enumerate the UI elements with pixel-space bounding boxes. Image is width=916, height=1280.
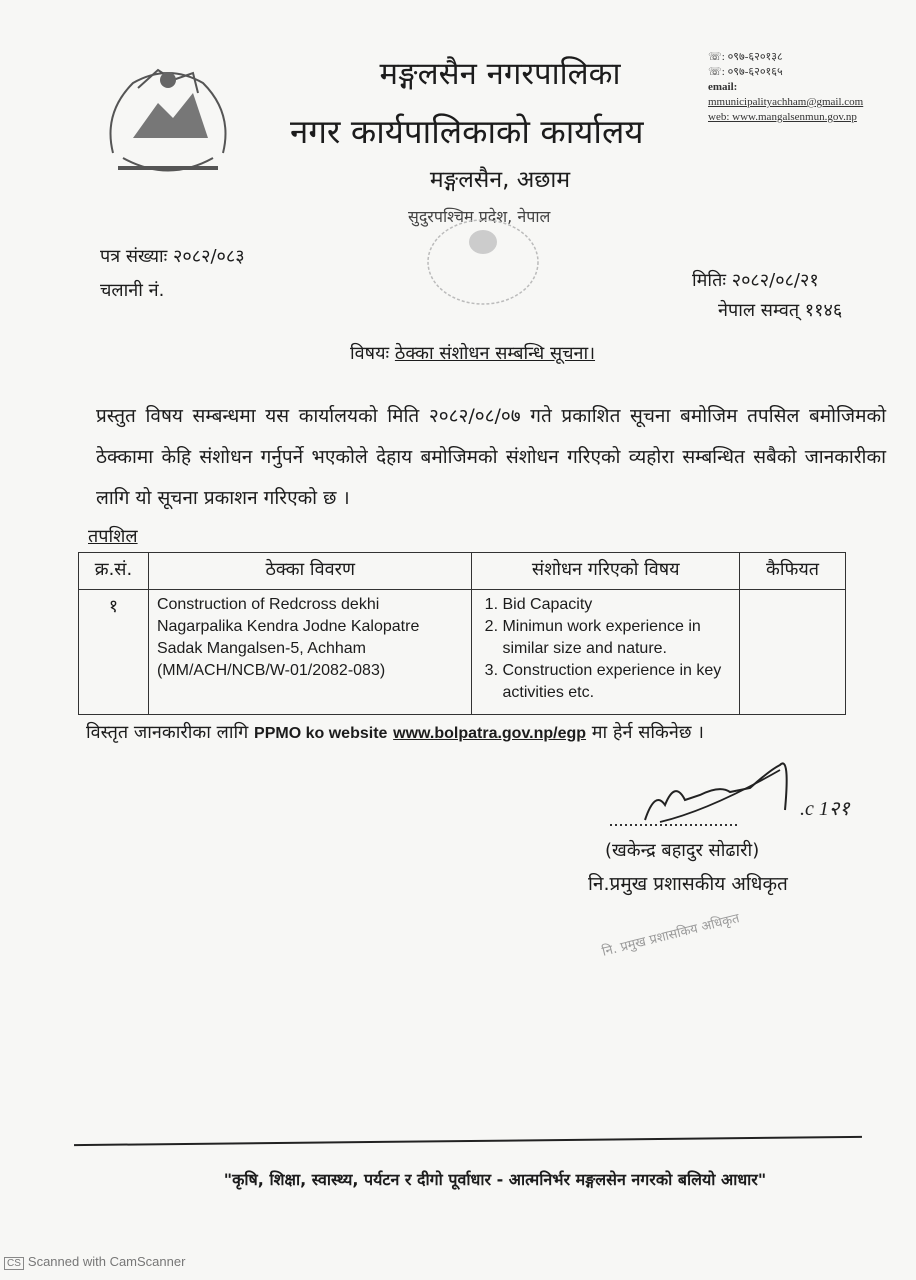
cell-description: Construction of Redcross dekhi Nagarpalika Kendra Jodne Kalopatre Sadak Mangalsen-5, Achham (MM/ACH/NCB/W-01/2082-083) — [148, 590, 472, 715]
camscanner-watermark — [4, 1254, 185, 1270]
header-sn: क्र.सं. — [79, 553, 149, 590]
more-info-prefix: विस्तृत जानकारीका लागि — [86, 722, 249, 743]
cell-sn: १ — [79, 590, 149, 715]
header-amendment-subject: संशोधन गरिएको विषय — [472, 553, 740, 590]
org-name: मङ्गलसैन नगरपालिका — [379, 56, 621, 92]
nepal-samvat: नेपाल सम्वत् ११४६ — [718, 300, 843, 321]
cell-amendments — [472, 590, 740, 715]
signatory-title: नि.प्रमुख प्रशासकीय अधिकृत — [588, 873, 788, 895]
subject-line — [350, 341, 595, 365]
signature — [600, 750, 860, 845]
bolpatra-link[interactable]: www.bolpatra.gov.np/egp — [393, 725, 587, 742]
table-row — [79, 590, 846, 715]
signatory-stamp: नि. प्रमुख प्रशासकिय अधिकृत — [600, 911, 741, 960]
more-info-line — [86, 720, 704, 744]
header-contract-details: ठेक्का विवरण — [148, 553, 472, 590]
table-caption: तपशिल — [88, 526, 138, 547]
amendment-item: 1. Bid Capacity — [502, 594, 731, 616]
amendment-item: 2. Minimun work experience in similar size and nature. — [502, 616, 731, 660]
header-remarks: कैफियत — [740, 553, 846, 590]
camscanner-badge: CS — [4, 1257, 24, 1270]
office-stamp — [418, 212, 548, 307]
dispatch-number: चलानी नं. — [100, 280, 165, 301]
svg-text:.c 1२१: .c 1२१ — [800, 798, 850, 820]
subject-text: ठेक्का संशोधन सम्बन्धि सूचना। — [394, 343, 596, 364]
footer-slogan: "कृषि, शिक्षा, स्वास्थ्य, पर्यटन र दीगो पूर्वाधार - आत्मनिर्भर मङ्गलसेन नगरको बलियो आधार" — [223, 1170, 767, 1189]
ppmo-text: PPMO ko website — [254, 725, 388, 742]
details-table — [78, 552, 846, 715]
signatory-name: (खकेन्द्र बहादुर सोढारी) — [605, 840, 760, 861]
table-header-row — [79, 553, 846, 590]
email-label: email: — [708, 81, 738, 93]
office-name: नगर कार्यपालिकाको कार्यालय — [290, 112, 644, 151]
contact-block — [708, 50, 863, 125]
cell-remarks — [740, 590, 846, 715]
phone-2: ☏: ०९७-६२०१६५ — [708, 66, 783, 78]
footer-divider — [74, 1136, 862, 1146]
camscanner-text: Scanned with CamScanner — [27, 1254, 186, 1269]
subject-label: विषयः — [350, 343, 390, 364]
province: सुदुरपश्चिम प्रदेश, नेपाल — [408, 207, 551, 226]
reference-number: पत्र संख्याः २०८२/०८३ — [100, 246, 245, 267]
amendment-item: 3. Construction experience in key activities etc. — [502, 660, 731, 704]
web-link[interactable]: web: www.mangalsenmun.gov.np — [708, 111, 857, 123]
email-link[interactable]: mmunicipalityachham@gmail.com — [708, 96, 864, 108]
phone-1: ☏: ०९७-६२०१३८ — [708, 51, 783, 63]
more-info-suffix: मा हेर्न सकिनेछ । — [591, 722, 705, 743]
date: मितिः २०८२/०८/२१ — [692, 270, 819, 291]
body-paragraph: प्रस्तुत विषय सम्बन्धमा यस कार्यालयको मिति २०८२/०८/०७ गते प्रकाशित सूचना बमोजिम तपसिल बमोजिमको ठेक्कामा केहि संशोधन गर्नुपर्ने भएकोले देहाय बमोजिमको संशोधन गरिएको व्यहोरा सम्बन्धित सबैको जानकारीका लागि यो सूचना प्रकाशन गरिएको छ । — [96, 405, 886, 509]
location: मङ्गलसैन, अछाम — [429, 167, 571, 193]
